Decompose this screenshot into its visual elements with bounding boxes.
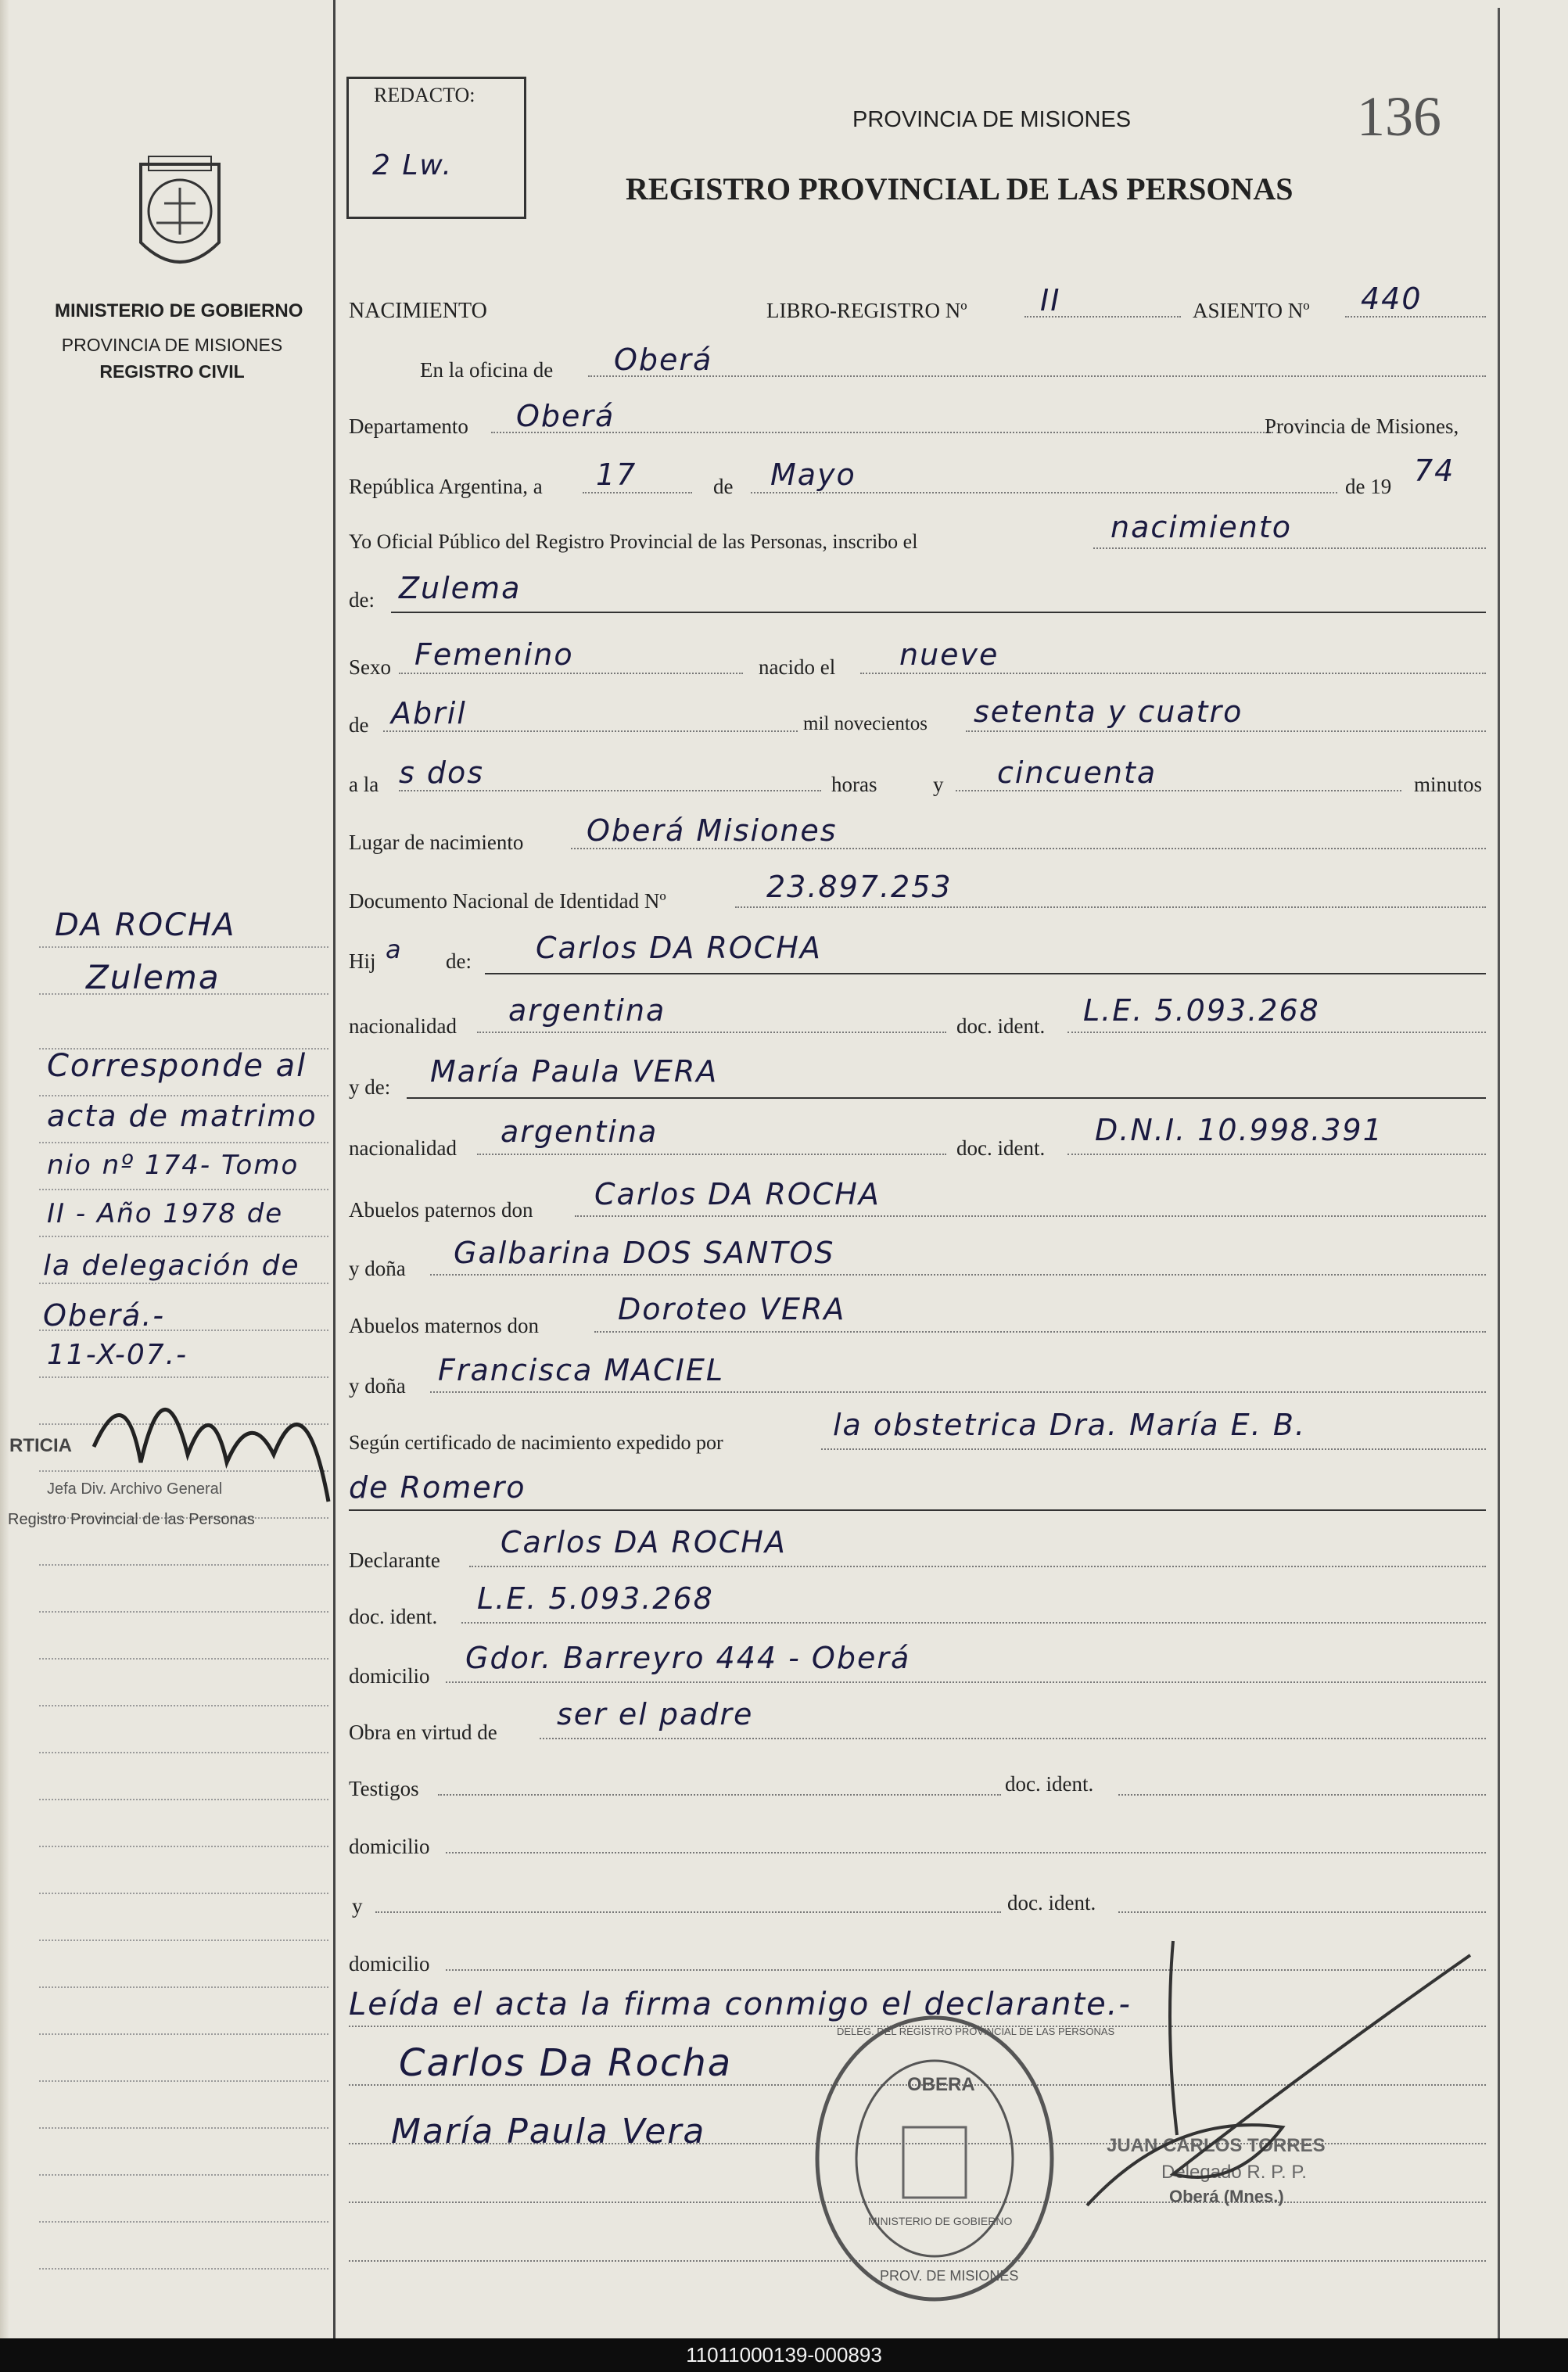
- abmm-value: Francisca MACIEL: [438, 1353, 725, 1387]
- ministry-line2: PROVINCIA DE MISIONES: [61, 335, 283, 355]
- margin-stamp-1: RTICIA: [9, 1435, 72, 1456]
- domt1-label: domicilio: [349, 1835, 430, 1858]
- abpm-value: Galbarina DOS SANTOS: [454, 1236, 835, 1270]
- cert-value: la obstetrica Dra. María E. B.: [833, 1408, 1306, 1442]
- stamp-place: Oberá (Mnes.): [1169, 2187, 1284, 2206]
- nac2-value: argentina: [501, 1114, 658, 1149]
- doc1-label: doc. ident.: [956, 1014, 1046, 1038]
- redacto-value: 2 Lw.: [372, 149, 453, 181]
- left-margin-border: [333, 0, 335, 2338]
- margin-line-5: la delegación de: [43, 1250, 300, 1282]
- folio-number: 136: [1357, 85, 1441, 148]
- nacido-label: nacido el: [759, 655, 836, 679]
- ydona1-label: y doña: [349, 1257, 406, 1280]
- docdecl-value: L.E. 5.093.268: [477, 1581, 714, 1616]
- abm-value: Doroteo VERA: [618, 1292, 846, 1326]
- margin-line-3: nio nº 174- Tomo: [47, 1150, 300, 1181]
- margin-line-2: acta de matrimo: [47, 1099, 318, 1133]
- libro-value: II: [1040, 283, 1061, 318]
- minutos-label: minutos: [1414, 773, 1483, 796]
- province-emblem: [125, 149, 235, 282]
- lugar-label: Lugar de nacimiento: [349, 831, 524, 854]
- hij-de: de:: [446, 949, 472, 973]
- province-heading: PROVINCIA DE MISIONES: [852, 107, 1132, 132]
- margin-line-7: 11-X-07.-: [47, 1339, 188, 1371]
- hora-value: s dos: [399, 755, 485, 790]
- anio-nac-value: setenta y cuatro: [974, 694, 1243, 729]
- signature-madre: María Paula Vera: [391, 2112, 706, 2151]
- de-colon: de:: [349, 588, 375, 612]
- y-label: y: [933, 773, 944, 796]
- ministry-line1: MINISTERIO DE GOBIERNO: [55, 300, 303, 321]
- ydona2-label: y doña: [349, 1374, 406, 1398]
- declarante-value: Carlos DA ROCHA: [501, 1525, 787, 1559]
- margin-stamp-3: Registro Provincial de las Personas: [8, 1511, 255, 1528]
- hij-label: Hij: [349, 949, 376, 973]
- margin-apellido: DA ROCHA: [55, 907, 236, 943]
- domicilio-value: Gdor. Barreyro 444 - Oberá: [465, 1641, 911, 1675]
- horas-label: horas: [831, 773, 877, 796]
- dni-value: 23.897.253: [766, 870, 953, 904]
- madre-value: María Paula VERA: [430, 1054, 719, 1089]
- de-mes-label: de: [349, 713, 369, 737]
- doct2-label: doc. ident.: [1007, 1891, 1096, 1914]
- dni-label: Documento Nacional de Identidad Nº: [349, 889, 666, 913]
- asiento-label: ASIENTO Nº: [1193, 299, 1310, 322]
- margin-stamp-2: Jefa Div. Archivo General: [47, 1480, 223, 1498]
- seal-bottom-text: PROV. DE MISIONES: [880, 2268, 1019, 2284]
- margin-nombre: Zulema: [86, 958, 221, 996]
- mes-nac-value: Abril: [391, 696, 467, 730]
- abp-value: Carlos DA ROCHA: [594, 1177, 881, 1211]
- mil-label: mil novecientos: [803, 713, 928, 734]
- departamento-label: Departamento: [349, 414, 468, 438]
- stamp-title: Delegado R. P. P.: [1161, 2162, 1307, 2183]
- asiento-value: 440: [1361, 282, 1423, 316]
- margin-line-4: II - Año 1978 de: [47, 1198, 284, 1229]
- oficina-label: En la oficina de: [420, 358, 554, 382]
- binding-marks: [0, 0, 9, 2338]
- signature-declarante: Carlos Da Rocha: [399, 2041, 733, 2085]
- declarante-label: Declarante: [349, 1548, 440, 1572]
- document-id-footer: 11011000139-000893: [0, 2338, 1568, 2372]
- margin-line-1: Corresponde al: [47, 1048, 307, 1084]
- registry-seal: [806, 2010, 1115, 2307]
- nac1-value: argentina: [508, 993, 666, 1028]
- inscribo-value: nacimiento: [1111, 510, 1293, 544]
- provincia-text: Provincia de Misiones,: [1265, 414, 1459, 438]
- dia-value: 17: [596, 458, 637, 492]
- ministry-line3: REGISTRO CIVIL: [99, 361, 245, 382]
- seal-inner-text: MINISTERIO DE GOBIERNO: [868, 2215, 1013, 2227]
- docdecl-label: doc. ident.: [349, 1605, 438, 1628]
- obra-value: ser el padre: [557, 1697, 754, 1731]
- yde-label: y de:: [349, 1075, 391, 1099]
- registry-heading: REGISTRO PROVINCIAL DE LAS PERSONAS: [626, 171, 1294, 206]
- hij-value: a: [386, 935, 403, 964]
- doc2-label: doc. ident.: [956, 1136, 1046, 1160]
- republica-label: República Argentina, a: [349, 475, 543, 498]
- act-type: NACIMIENTO: [349, 299, 487, 323]
- domicilio-label: domicilio: [349, 1664, 430, 1688]
- doct1-label: doc. ident.: [1005, 1772, 1094, 1796]
- doc1-value: L.E. 5.093.268: [1083, 993, 1320, 1028]
- sexo-value: Femenino: [414, 637, 574, 672]
- obra-label: Obra en virtud de: [349, 1721, 497, 1744]
- sexo-label: Sexo: [349, 655, 391, 679]
- mes-value: Mayo: [770, 458, 856, 492]
- departamento-value: Oberá: [516, 399, 615, 433]
- margin-line-6: Oberá.-: [43, 1298, 166, 1333]
- oficial-text: Yo Oficial Público del Registro Provincial de las Personas, inscribo el: [349, 530, 918, 553]
- testigos-label: Testigos: [349, 1777, 419, 1800]
- official-signature-stroke: [1079, 1940, 1486, 2221]
- anio-label: de 19: [1345, 475, 1392, 498]
- abm-label: Abuelos maternos don: [349, 1314, 539, 1337]
- minutos-value: cincuenta: [997, 755, 1157, 790]
- dia-nac-value: nueve: [899, 637, 999, 672]
- de-label: de: [713, 475, 734, 498]
- domt2-label: domicilio: [349, 1952, 430, 1975]
- seal-outer-text: DELEG. DEL REGISTRO PROVINCIAL DE LAS PERSONAS: [837, 2026, 1115, 2037]
- seal-inner-top: OBERA: [907, 2074, 975, 2095]
- redacto-label: REDACTO:: [374, 84, 475, 106]
- padre-value: Carlos DA ROCHA: [536, 931, 822, 965]
- ala-label: a la: [349, 773, 379, 796]
- nac2-label: nacionalidad: [349, 1136, 457, 1160]
- nac1-label: nacionalidad: [349, 1014, 457, 1038]
- y-t-label: y: [352, 1894, 363, 1918]
- nombre-value: Zulema: [399, 571, 522, 605]
- doc2-value: D.N.I. 10.998.391: [1095, 1113, 1383, 1147]
- right-margin-border: [1498, 8, 1500, 2338]
- lugar-value: Oberá Misiones: [587, 813, 838, 848]
- leida-text: Leída el acta la firma conmigo el declarante.-: [349, 1986, 1132, 2022]
- abp-label: Abuelos paternos don: [349, 1198, 533, 1222]
- cert-value-2: de Romero: [349, 1470, 526, 1505]
- libro-label: LIBRO-REGISTRO Nº: [766, 299, 967, 322]
- cert-label: Según certificado de nacimiento expedido por: [349, 1431, 723, 1454]
- anio-value: 74: [1414, 454, 1455, 488]
- stamp-name: JUAN CARLOS TORRES: [1107, 2135, 1326, 2156]
- redacto-box: [346, 77, 526, 219]
- oficina-value: Oberá: [614, 343, 713, 377]
